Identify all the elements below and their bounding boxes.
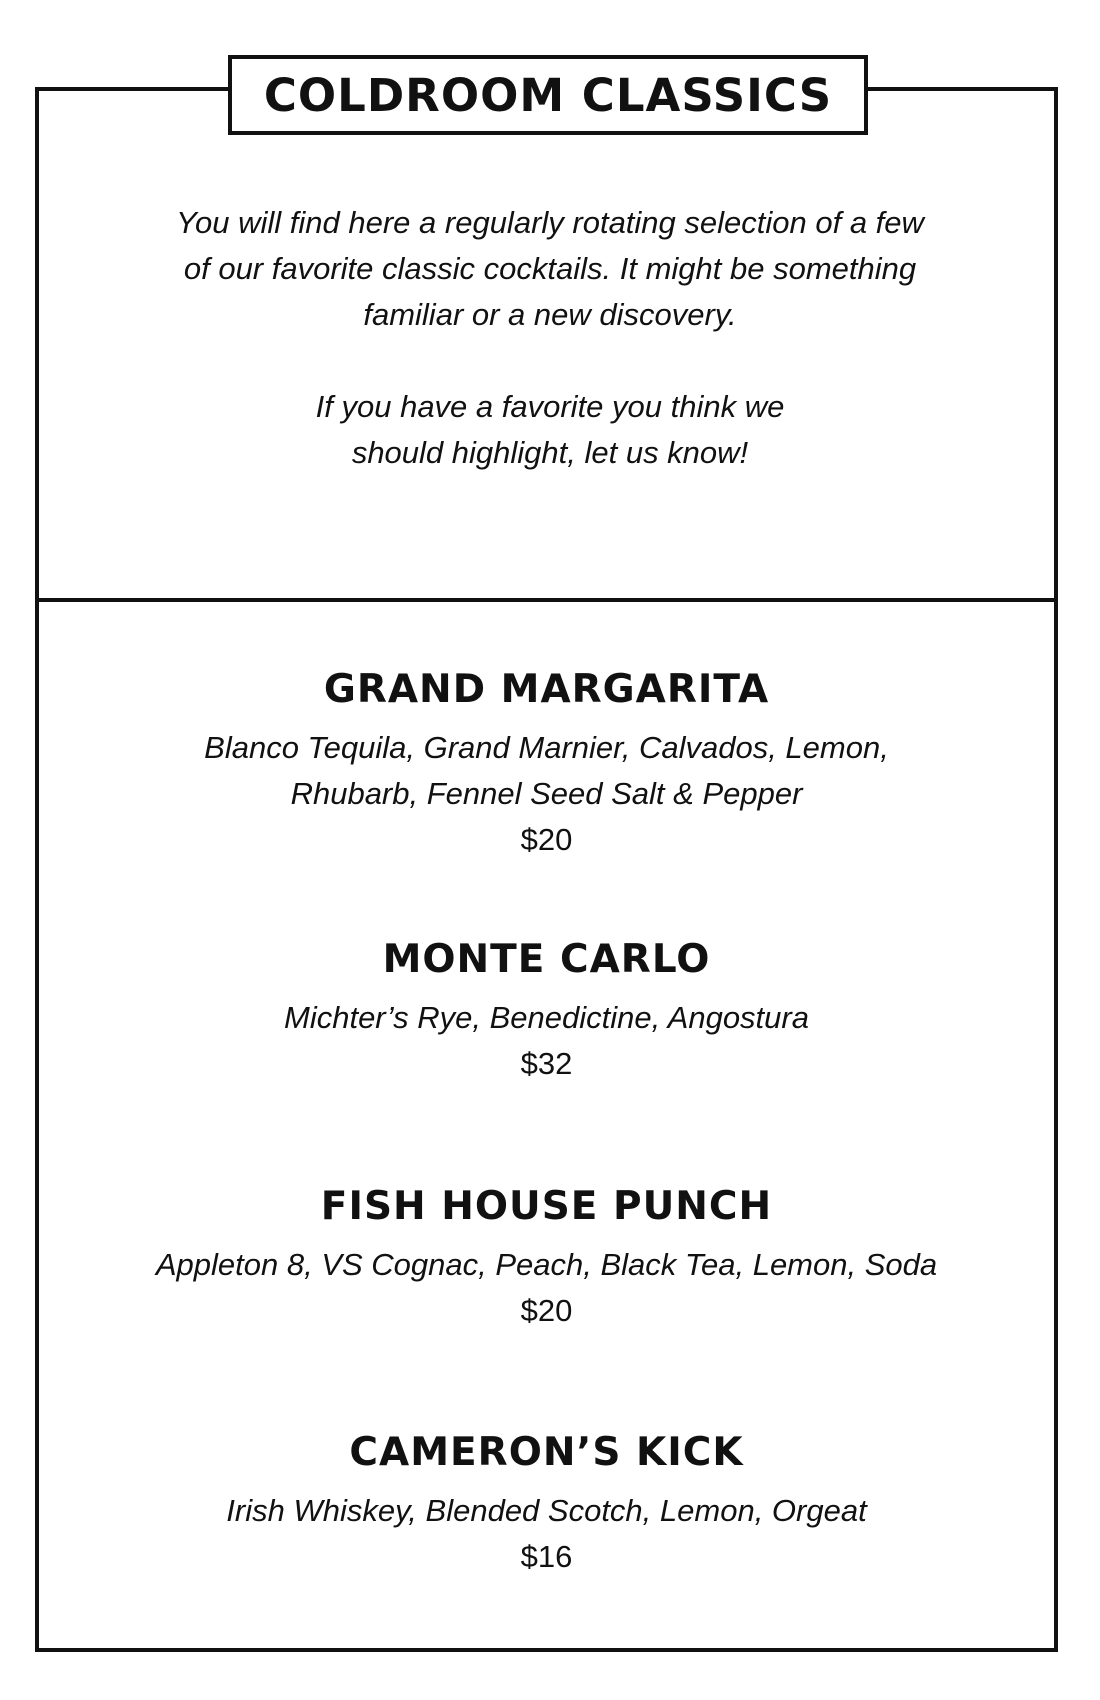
drink-ingredients: Michter’s Rye, Benedictine, Angostura [284, 1000, 809, 1035]
drink-list [35, 0, 1058, 1700]
drink-name: MONTE CARLO [382, 937, 711, 982]
intro-paragraph-2: If you have a favorite you think we should highlight, let us know! [315, 389, 785, 470]
drink-price: $20 [520, 822, 573, 857]
drink-price: $20 [520, 1293, 573, 1328]
menu-title: COLDROOM CLASSICS [263, 68, 833, 122]
intro-paragraph-1: You will find here a regularly rotating selection of a few of our favorite classic cocktails. It might be something familiar or a new discovery. [176, 205, 924, 332]
drink-name: GRAND MARGARITA [323, 667, 770, 712]
drink-item-fish-house-punch [35, 1182, 1058, 1334]
drink-name: FISH HOUSE PUNCH [320, 1184, 773, 1229]
drink-price: $16 [520, 1539, 573, 1574]
drink-item-monte-carlo [35, 935, 1058, 1087]
drink-name: CAMERON’S KICK [349, 1430, 744, 1475]
drink-ingredients: Blanco Tequila, Grand Marnier, Calvados, Lemon, Rhubarb, Fennel Seed Salt & Pepper [204, 730, 889, 811]
drink-item-grand-margarita [35, 665, 1058, 863]
drink-ingredients: Irish Whiskey, Blended Scotch, Lemon, Orgeat [226, 1493, 867, 1528]
drink-ingredients: Appleton 8, VS Cognac, Peach, Black Tea, Lemon, Soda [155, 1247, 938, 1282]
drink-price: $32 [520, 1046, 573, 1081]
drink-item-camerons-kick [35, 1428, 1058, 1580]
